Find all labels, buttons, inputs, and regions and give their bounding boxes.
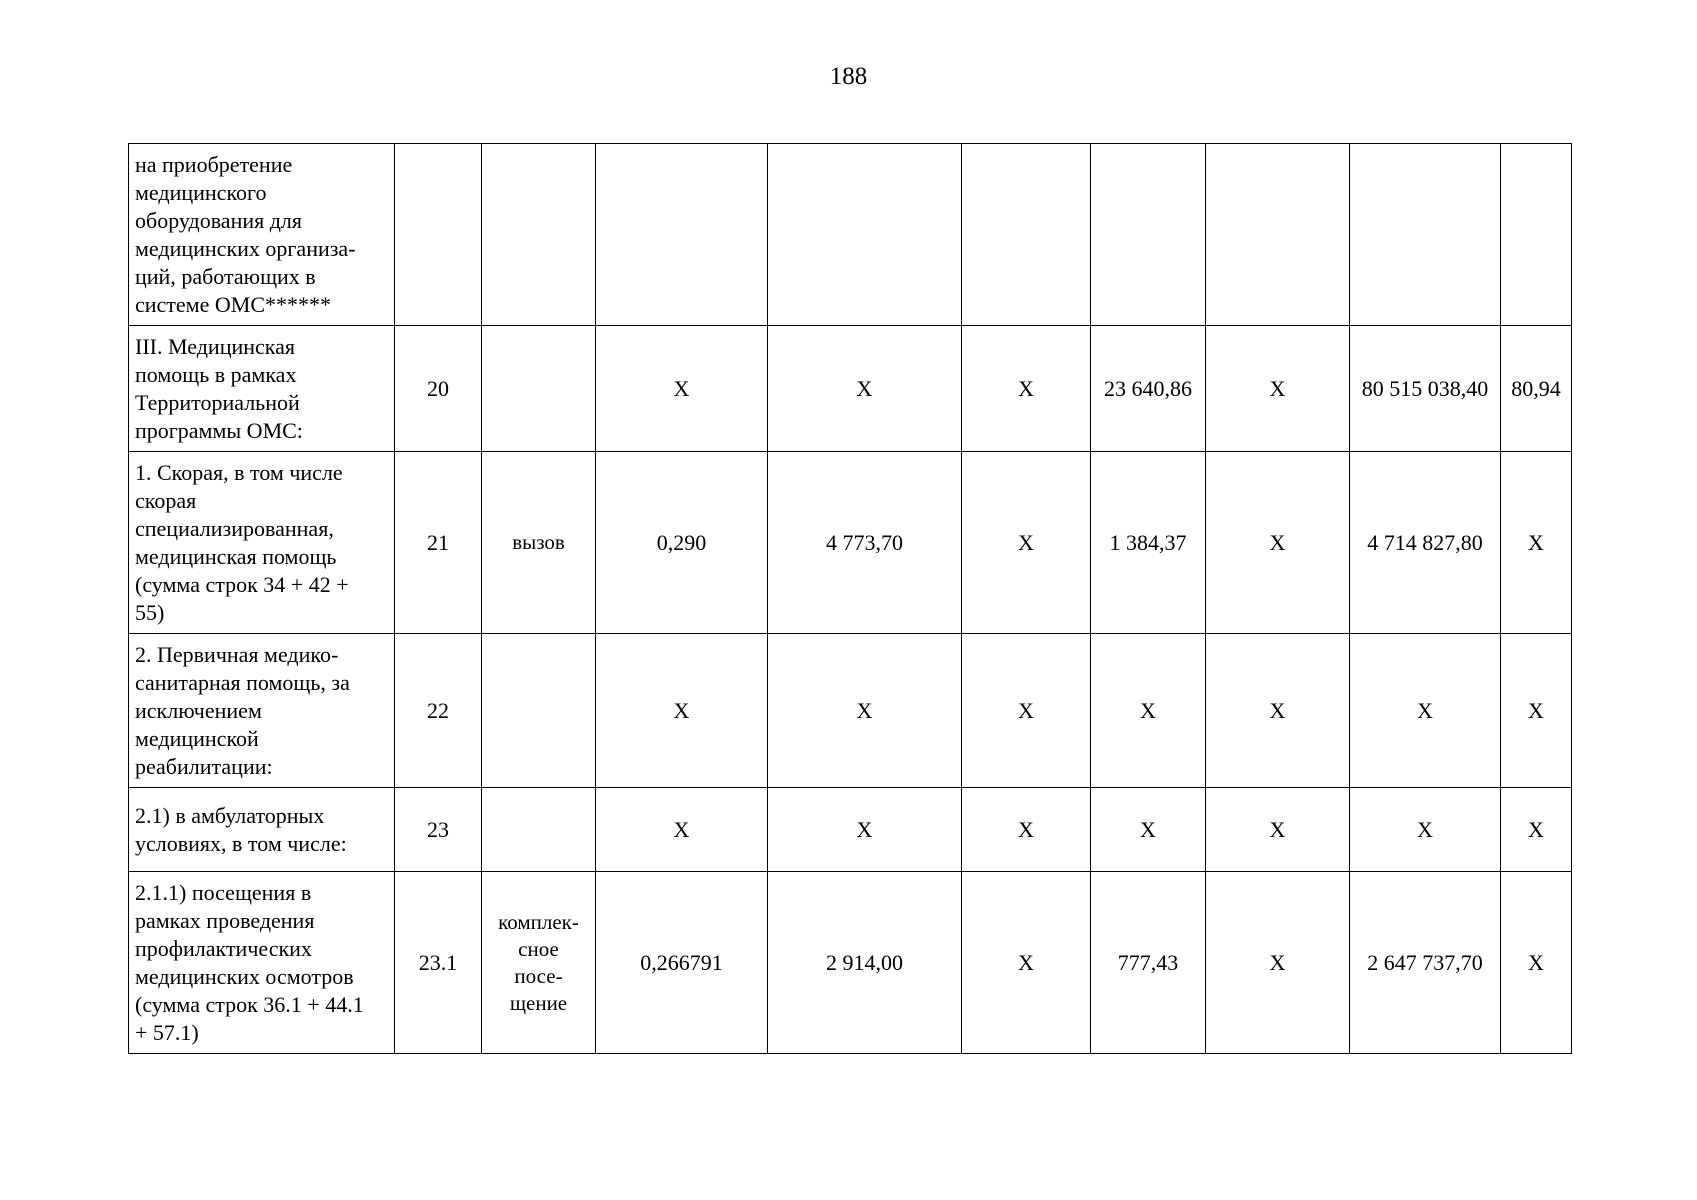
row-unit-cell [482, 144, 596, 326]
row-name-line: медицинского [135, 179, 267, 205]
row-name-cell [129, 788, 395, 872]
row-line-number [395, 144, 482, 326]
row-name-line: 2.1) в амбулаторных [135, 802, 325, 828]
row-name-line: медицинских осмотров [135, 963, 354, 989]
row-value-c5: 2 914,00 [768, 872, 962, 1054]
table-row [129, 788, 1572, 872]
table-row [129, 144, 1572, 326]
row-value-c10: X [1501, 634, 1572, 788]
row-name-line: III. Медицинская [135, 333, 296, 359]
row-name-line: 1. Скорая, в том числе [135, 459, 343, 485]
row-name-line: Территориальной [135, 389, 300, 415]
row-name-line: оборудования для [135, 207, 303, 233]
row-name-line: скорая [135, 487, 197, 513]
row-value-c9: 4 714 827,80 [1350, 452, 1501, 634]
row-line-number: 21 [395, 452, 482, 634]
row-value-c10 [1501, 144, 1572, 326]
row-value-c9: 2 647 737,70 [1350, 872, 1501, 1054]
row-name-line: + 57.1) [135, 1019, 199, 1045]
row-value-c10: X [1501, 452, 1572, 634]
row-name-line: на приобретение [135, 151, 293, 177]
row-value-c5 [768, 144, 962, 326]
row-line-number: 23.1 [395, 872, 482, 1054]
row-name-line: профилактических [135, 935, 312, 961]
row-value-c8: X [1206, 326, 1350, 452]
row-unit-line: сное [518, 936, 559, 961]
row-value-c5: X [768, 326, 962, 452]
table-row [129, 326, 1572, 452]
row-value-c9: 80 515 038,40 [1350, 326, 1501, 452]
row-value-c8 [1206, 144, 1350, 326]
row-line-number: 20 [395, 326, 482, 452]
row-value-c7: 1 384,37 [1091, 452, 1206, 634]
row-value-c8: X [1206, 452, 1350, 634]
row-value-c9: X [1350, 634, 1501, 788]
row-value-c6: X [962, 634, 1091, 788]
row-line-number: 23 [395, 788, 482, 872]
row-name-line: 55) [135, 599, 165, 625]
row-name-line: программы ОМС: [135, 417, 303, 443]
row-unit-cell [482, 634, 596, 788]
row-value-c6: X [962, 872, 1091, 1054]
row-value-c6 [962, 144, 1091, 326]
row-name-cell [129, 872, 395, 1054]
row-value-c4: 0,290 [596, 452, 768, 634]
row-value-c7: X [1091, 788, 1206, 872]
row-name-line: рамках проведения [135, 907, 315, 933]
page-number: 188 [829, 63, 868, 90]
data-table [128, 143, 1572, 1054]
row-name-line: реабилитации: [135, 753, 273, 779]
row-name-cell [129, 634, 395, 788]
row-value-c9: X [1350, 788, 1501, 872]
table-row [129, 452, 1572, 634]
row-name-line: (сумма строк 34 + 42 + [135, 571, 349, 597]
row-value-c4: X [596, 634, 768, 788]
row-value-c5: X [768, 788, 962, 872]
row-value-c4: 0,266791 [596, 872, 768, 1054]
row-name-line: медицинская помощь [135, 543, 337, 569]
row-unit-line: щение [509, 990, 568, 1015]
row-value-c10: 80,94 [1501, 326, 1572, 452]
row-name-line: условиях, в том числе: [135, 830, 347, 856]
row-value-c8: X [1206, 634, 1350, 788]
row-value-c6: X [962, 452, 1091, 634]
row-value-c4 [596, 144, 768, 326]
row-name-line: 2. Первичная медико- [135, 641, 339, 667]
row-line-number: 22 [395, 634, 482, 788]
row-name-line: санитарная помощь, за [135, 669, 350, 695]
row-name-cell [129, 452, 395, 634]
table-row [129, 872, 1572, 1054]
row-name-line: исключением [135, 697, 262, 723]
row-value-c10: X [1501, 788, 1572, 872]
row-unit-line: вызов [512, 530, 565, 554]
row-name-line: 2.1.1) посещения в [135, 879, 312, 905]
row-name-cell [129, 326, 395, 452]
row-value-c10: X [1501, 872, 1572, 1054]
row-name-line: медицинской [135, 725, 259, 751]
row-value-c6: X [962, 326, 1091, 452]
row-name-line: ций, работающих в [135, 263, 316, 289]
row-value-c7: X [1091, 634, 1206, 788]
row-value-c4: X [596, 788, 768, 872]
table-row [129, 634, 1572, 788]
row-value-c7 [1091, 144, 1206, 326]
row-unit-cell [482, 872, 596, 1054]
row-name-cell [129, 144, 395, 326]
row-name-line: специализированная, [135, 515, 334, 541]
row-unit-cell [482, 788, 596, 872]
row-value-c5: X [768, 634, 962, 788]
row-value-c7: 23 640,86 [1091, 326, 1206, 452]
row-value-c4: X [596, 326, 768, 452]
row-name-line: (сумма строк 36.1 + 44.1 [135, 991, 364, 1017]
row-name-line: медицинских организа- [135, 235, 356, 261]
row-unit-cell [482, 326, 596, 452]
row-unit-line: комплек- [498, 909, 579, 934]
row-value-c5: 4 773,70 [768, 452, 962, 634]
row-value-c6: X [962, 788, 1091, 872]
row-unit-cell [482, 452, 596, 634]
row-value-c9 [1350, 144, 1501, 326]
row-value-c7: 777,43 [1091, 872, 1206, 1054]
row-value-c8: X [1206, 788, 1350, 872]
row-unit-line: посе- [514, 963, 563, 988]
row-value-c8: X [1206, 872, 1350, 1054]
row-name-line: системе ОМС****** [135, 291, 331, 317]
row-name-line: помощь в рамках [135, 361, 297, 387]
